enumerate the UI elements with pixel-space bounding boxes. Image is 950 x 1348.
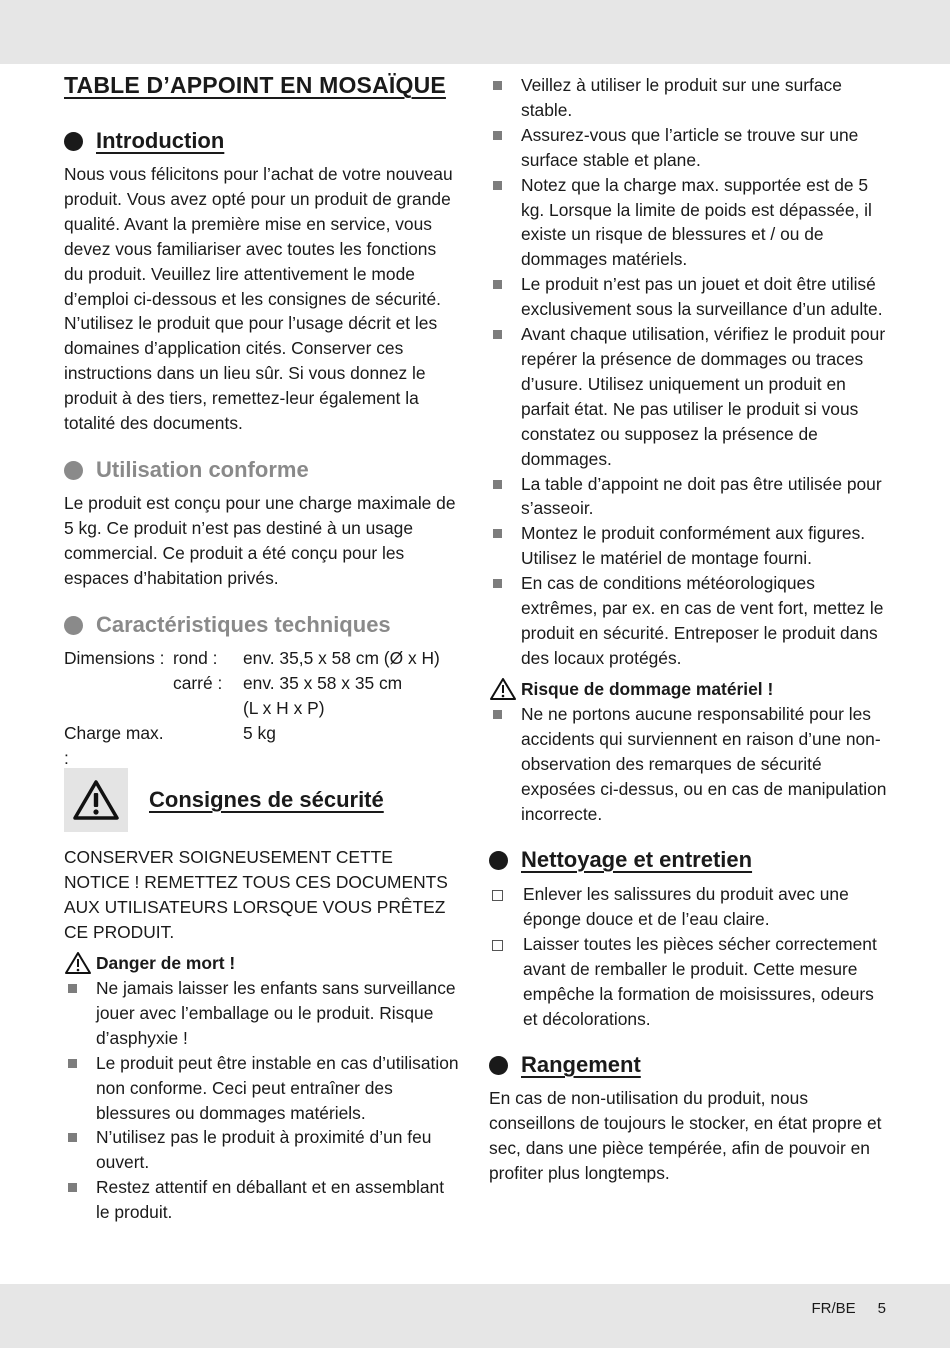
safety-caps-notice: CONSERVER SOIGNEUSEMENT CETTE NOTICE ! REMETTEZ TOUS CES DOCUMENTS AUX UTILISATEURS LORSQUE VOUS PRÊTEZ CE PRODUIT. [64,847,448,942]
warning-triangle-icon [489,677,517,701]
footer-band [0,1284,950,1348]
warning-triangle-icon [64,951,92,975]
list-item: Assurez-vous que l’article se trouve sur une surface stable et plane. [489,123,889,173]
damage-list [489,702,889,827]
storage-text: En cas de non-utilisation du produit, nous conseillons de toujours le stocker, en état propre et sec, dans une pièce tempérée, afin de pouvoir en profiter plus longtemps. [489,1088,882,1183]
introduction-text: Nous vous félicitons pour l’achat de votre nouveau produit. Vous avez opté pour un produit de grande qualité. Avant la première mise en service, vous devez vous familiariser avec toutes les fonctions du produit. Veuillez lire attentivement le mode d’emploi ci-dessous et les consignes de sécurité. N’utilisez le produit que pour l’usage décrit et les domaines d’application cités. Conserver ces instructions dans un lieu sûr. Si vous donnez le produit à des tiers, remettez-leur également la totalité des documents. [64,164,453,434]
list-item: Le produit peut être instable en cas d’utilisation non conforme. Ceci peut entraîner des blessures ou dommages matériels. [64,1051,460,1126]
specs-row: (L x H x P) [243,698,325,718]
bullet-dot-icon [489,1056,508,1075]
bullet-dot-icon [64,461,83,480]
square-bullet-icon [68,1183,77,1192]
square-bullet-icon [493,710,502,719]
list-item: Enlever les salissures du produit avec une éponge douce et de l’eau claire. [489,882,889,932]
list-item: Ne jamais laisser les enfants sans surveillance jouer avec l’emballage ou le produit. Risque d’asphyxie ! [64,976,460,1051]
section-heading-cleaning: Nettoyage et entretien [489,847,752,873]
cleaning-list [489,882,889,1031]
square-bullet-icon [493,181,502,190]
specs-row: Charge max. : 5 kg [64,723,276,768]
square-bullet-icon [493,280,502,289]
danger-list [64,976,460,1225]
list-item: Veillez à utiliser le produit sur une surface stable. [489,73,889,123]
list-item: La table d’appoint ne doit pas être utilisée pour s’asseoir. [489,472,889,522]
square-bullet-icon [493,131,502,140]
list-item: Restez attentif en déballant et en assemblant le produit. [64,1175,460,1225]
specs-table [64,646,460,771]
square-bullet-icon [493,579,502,588]
specs-row: carré : env. 35 x 58 x 35 cm [173,673,403,693]
danger-heading: Danger de mort ! [64,951,235,975]
section-heading-introduction: Introduction [64,128,224,154]
warning-triangle-icon [64,768,128,832]
section-heading-safety: Consignes de sécurité [149,787,384,812]
damage-heading: Risque de dommage matériel ! [489,677,773,701]
list-item: Notez que la charge max. supportée est de 5 kg. Lorsque la limite de poids est dépassée, il existe un risque de blessures et / ou de dommages matériels. [489,173,889,273]
list-item: Le produit n’est pas un jouet et doit être utilisé exclusivement sous la surveillance d’un adulte. [489,272,889,322]
list-item: N’utilisez pas le produit à proximité d’un feu ouvert. [64,1125,460,1175]
square-bullet-icon [68,984,77,993]
bullet-dot-icon [64,616,83,635]
list-item: Ne ne portons aucune responsabilité pour les accidents qui surviennent en raison d’une non-observation des remarques de sécurité exposées ci-dessus, ou en cas de manipulation incorrecte. [489,702,889,827]
bullet-dot-icon [489,851,508,870]
footer-language: FR/BE [811,1300,856,1317]
square-bullet-icon [68,1059,77,1068]
square-bullet-icon [493,330,502,339]
specs-row: Dimensions : rond : env. 35,5 x 58 cm (Ø x H) [64,648,440,668]
square-bullet-icon [68,1133,77,1142]
section-heading-storage: Rangement [489,1052,641,1078]
header-band [0,0,950,64]
list-item: En cas de conditions météorologiques extrêmes, par ex. en cas de vent fort, mettez le produit en sécurité. Entreposer le produit dans des locaux protégés. [489,571,889,671]
square-bullet-icon [493,529,502,538]
safety-list [489,73,889,671]
page-footer [811,1300,886,1317]
empty-square-icon [492,890,503,901]
page-number: 5 [877,1300,886,1317]
list-item: Avant chaque utilisation, vérifiez le produit pour repérer la présence de dommages ou traces d’usure. Utilisez uniquement un produit en parfait état. Ne pas utiliser le produit si vous constatez ou supposez la présence de dommages. [489,322,889,471]
utilisation-text: Le produit est conçu pour une charge maximale de 5 kg. Ce produit n’est pas destiné à un usage commercial. Ce produit a été conçu pour les espaces d’habitation privés. [64,493,456,588]
list-item: Montez le produit conformément aux figures. Utilisez le matériel de montage fourni. [489,521,889,571]
section-heading-specs: Caractéristiques techniques [64,612,391,638]
empty-square-icon [492,940,503,951]
bullet-dot-icon [64,132,83,151]
section-heading-utilisation: Utilisation conforme [64,457,309,483]
square-bullet-icon [493,81,502,90]
square-bullet-icon [493,480,502,489]
document-title: TABLE D’APPOINT EN MOSAÏQUE [64,72,446,98]
list-item: Laisser toutes les pièces sécher correctement avant de remballer le produit. Cette mesure empêche la formation de moisissures, odeurs et décolorations. [489,932,889,1032]
